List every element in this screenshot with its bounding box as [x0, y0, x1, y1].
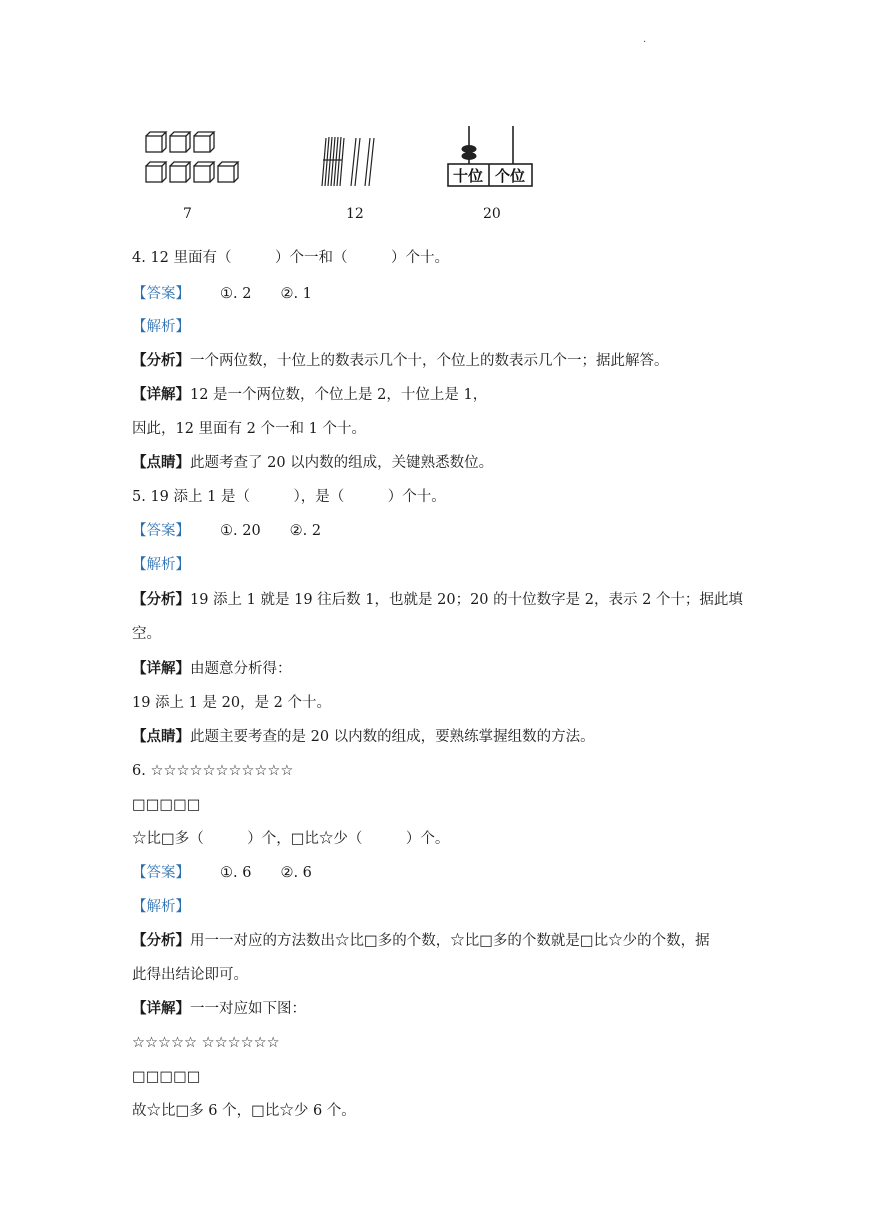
q6-fenxi-text: 用一一对应的方法数出☆比□多的个数，☆比□多的个数就是□比☆少的个数，据	[190, 933, 710, 949]
q4-analysis-tag: 【解析】	[132, 319, 190, 335]
q4-xiangjie-line2: 因此，12 里面有 2 个一和 1 个十。	[132, 421, 366, 437]
q4-dianjing-text: 此题考查了 20 以内数的组成，关键熟悉数位。	[190, 455, 494, 471]
q6-squares-2: □□□□□	[132, 1069, 201, 1085]
q4-dianjing	[132, 453, 493, 473]
q4-question: 4. 12 里面有（ ）个一和（ ）个十。	[132, 250, 450, 266]
abacus-tens-label: 十位	[452, 167, 484, 185]
q5-xiangjie-text: 由题意分析得：	[190, 661, 292, 677]
cubes-illustration	[146, 132, 238, 182]
q5-answer: ①. 20 ②. 2	[220, 523, 322, 539]
q4-fenxi	[132, 351, 669, 371]
sticks-illustration	[322, 137, 374, 186]
q6-prompt: ☆比□多（ ）个，□比☆少（ ）个。	[132, 831, 450, 847]
xiangjie-tag: 【详解】	[132, 1000, 190, 1017]
figure-label-cubes: 7	[183, 206, 192, 222]
figure-label-sticks: 12	[346, 206, 364, 222]
q5-fenxi-line2: 空。	[132, 626, 161, 642]
q5-dianjing	[132, 727, 595, 747]
xiangjie-tag: 【详解】	[132, 386, 190, 403]
q6-fenxi	[132, 931, 710, 951]
abacus-ones-label: 个位	[494, 167, 526, 185]
q6-fenxi-line2: 此得出结论即可。	[132, 967, 248, 983]
fenxi-tag: 【分析】	[132, 352, 190, 369]
q4-answer-row	[132, 284, 312, 304]
fenxi-tag: 【分析】	[132, 932, 190, 949]
q6-answer-row	[132, 863, 312, 883]
q5-question: 5. 19 添上 1 是（ ），是（ ）个十。	[132, 489, 446, 505]
q5-fenxi	[132, 590, 743, 610]
q6-conclusion: 故☆比□多 6 个，□比☆少 6 个。	[132, 1103, 356, 1119]
answer-tag: 【答案】	[132, 523, 190, 539]
xiangjie-tag: 【详解】	[132, 660, 190, 677]
q6-answer: ①. 6 ②. 6	[220, 865, 312, 881]
fenxi-tag: 【分析】	[132, 591, 190, 608]
page-dot: .	[643, 34, 647, 45]
q4-fenxi-text: 一个两位数，十位上的数表示几个十，个位上的数表示几个一；据此解答。	[190, 353, 669, 369]
q5-analysis-tag: 【解析】	[132, 557, 190, 573]
q6-analysis-tag: 【解析】	[132, 899, 190, 915]
q6-stars-split: ☆☆☆☆☆ ☆☆☆☆☆☆	[132, 1035, 280, 1051]
q4-xiangjie	[132, 385, 487, 405]
q5-xiangjie	[132, 659, 292, 679]
q6-xiangjie-text: 一一对应如下图：	[190, 1001, 306, 1017]
q5-dianjing-text: 此题主要考查的是 20 以内数的组成，要熟练掌握组数的方法。	[190, 729, 595, 745]
q5-fenxi-text: 19 添上 1 就是 19 往后数 1，也就是 20；20 的十位数字是 2，表示 2 个十；据此填	[190, 592, 743, 608]
dianjing-tag: 【点睛】	[132, 728, 190, 745]
q6-squares: □□□□□	[132, 797, 201, 813]
figure-label-abacus: 20	[483, 206, 501, 222]
q5-xiangjie-line2: 19 添上 1 是 20，是 2 个十。	[132, 695, 332, 711]
answer-tag: 【答案】	[132, 286, 190, 302]
answer-tag: 【答案】	[132, 865, 190, 881]
q6-question: 6. ☆☆☆☆☆☆☆☆☆☆☆	[132, 763, 294, 779]
q4-xiangjie-text: 12 是一个两位数，个位上是 2，十位上是 1，	[190, 387, 488, 403]
q5-answer-row	[132, 521, 321, 541]
dianjing-tag: 【点睛】	[132, 454, 190, 471]
q6-xiangjie	[132, 999, 306, 1019]
q4-answer: ①. 2 ②. 1	[220, 286, 312, 302]
